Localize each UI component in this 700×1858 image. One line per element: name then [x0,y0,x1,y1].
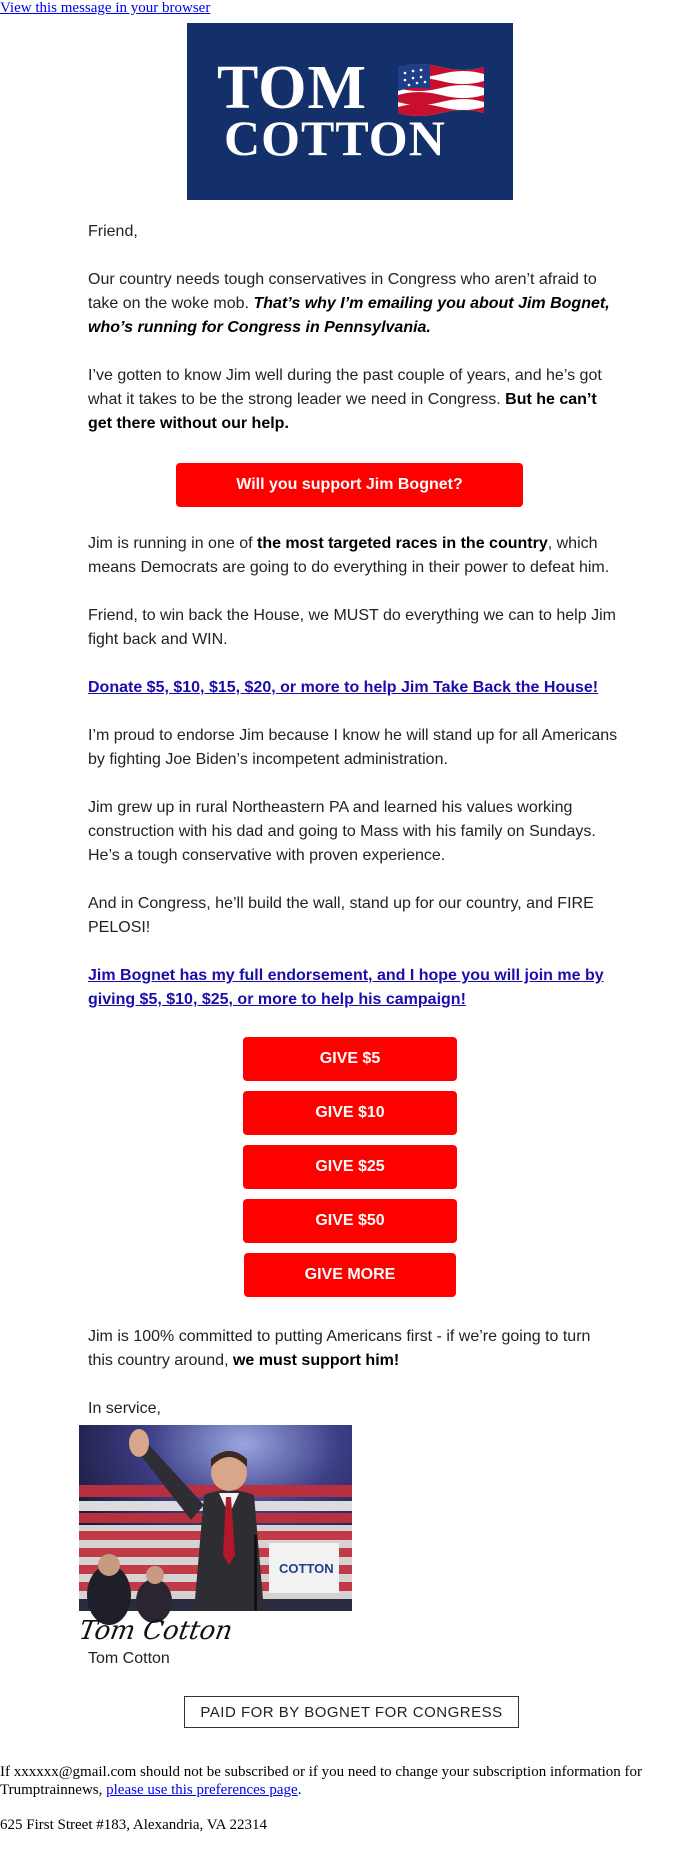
paragraph-intro: Our country needs tough conservatives in Congress who aren’t afraid to take on the woke mob. That’s why I’m emailing you about Jim Bognet, who’s running for Congress in Pennsylvania. [88,271,610,336]
paragraph-committed: Jim is 100% committed to putting Americans first - if we’re going to turn this country around, we must support him! [88,1328,591,1369]
give-50-button[interactable]: GIVE $50 [243,1199,457,1243]
paid-for-disclaimer: PAID FOR BY BOGNET FOR CONGRESS [184,1696,519,1728]
paragraph-congress: And in Congress, he’ll build the wall, stand up for our country, and FIRE PELOSI! [88,895,594,936]
donate-paragraph [88,676,618,700]
preferences-page-link[interactable]: please use this preferences page [106,1782,298,1798]
logo-text-tom: TOM [217,54,367,122]
tom-cotton-logo [187,23,513,200]
closing-text: In service, [88,1400,161,1417]
endorse-paragraph [88,964,618,1012]
paragraph-endorse: I’m proud to endorse Jim because I know he will stand up for all Americans by fighting Joe Biden’s incompetent administration. [88,727,618,768]
endorse-donate-link[interactable]: Jim Bognet has my full endorsement, and I hope you will join me by giving $5, $10, $25, or more to help his campaign! [88,967,604,1008]
donate-link[interactable]: Donate $5, $10, $15, $20, or more to help Jim Take Back the House! [88,679,599,696]
paragraph-targeted-race: Jim is running in one of the most targeted races in the country, which means Democrats are going to do everything in their power to defeat him. [88,535,610,576]
give-10-button[interactable]: GIVE $10 [243,1091,457,1135]
mailing-address: 625 First Street #183, Alexandria, VA 22314 [0,1817,267,1833]
photo-illustration [79,1425,352,1611]
unsubscribe-notice: If xxxxxx@gmail.com should not be subscribed or if you need to change your subscription information for Trumptrainnews, please use this preferences page. [0,1764,643,1798]
give-25-button[interactable]: GIVE $25 [243,1145,457,1189]
give-5-button[interactable]: GIVE $5 [243,1037,457,1081]
logo-text-cotton: COTTON [224,110,446,166]
us-flag-icon [398,61,484,113]
tom-cotton-photo [79,1425,352,1611]
greeting: Friend, [88,223,138,240]
signature-image [76,1611,235,1649]
photo-sign-text: COTTON [279,1561,334,1576]
paragraph-know-jim: I’ve gotten to know Jim well during the past couple of years, and he’s got what it takes to be the strong leader we need in Congress. But he can’t get there without our help. [88,367,602,432]
view-in-browser-link[interactable]: View this message in your browser [0,0,211,16]
paragraph-win-house: Friend, to win back the House, we MUST do everything we can to help Jim fight back and WIN. [88,607,616,648]
paragraph-background: Jim grew up in rural Northeastern PA and learned his values working construction with his dad and going to Mass with his family on Sundays. He’s a tough conservative with proven experience. [88,799,596,864]
support-jim-button[interactable]: Will you support Jim Bognet? [176,463,523,507]
signer-name: Tom Cotton [88,1650,170,1667]
signature-script-text: Tom Cotton [76,1616,235,1646]
give-more-button[interactable]: GIVE MORE [244,1253,456,1297]
